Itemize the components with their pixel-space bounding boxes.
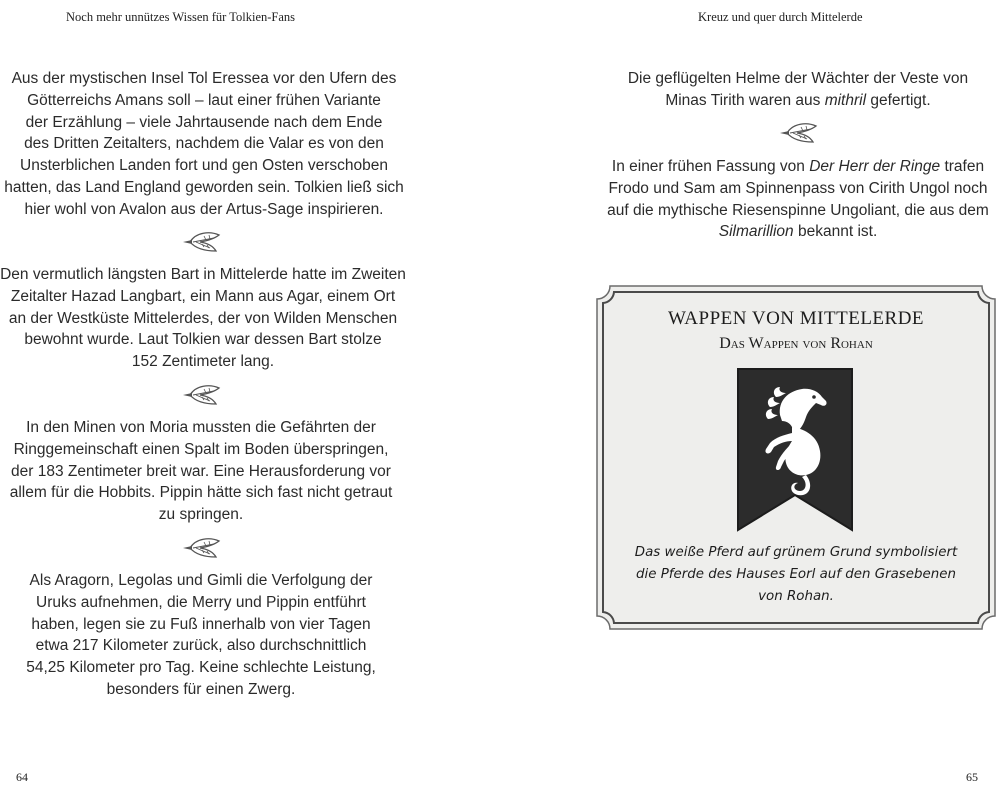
right-page xyxy=(500,0,1000,800)
feather-ornament-icon xyxy=(180,382,222,408)
left-paragraph-3: In den Minen von Moria mussten die Gefährten der Ringgemeinschaft einen Spalt im Boden überspringen, der 183 Zentimeter breit war. Eine Herausforderung vor allem für die Hobbits. Pippin hätte sich fast nicht getraut zu springen. xyxy=(9,419,393,524)
right-paragraph-1: Die geflügelten Helme der Wächter der Veste von Minas Tirith waren aus mithril gefertigt. xyxy=(627,70,969,109)
info-box-title: WAPPEN VON MITTELERDE xyxy=(667,308,925,329)
info-box-subtitle: Das Wappen von Rohan xyxy=(719,335,873,352)
left-paragraph-2: Den vermutlich längsten Bart in Mittelerde hatte im Zweiten Zeitalter Hazad Langbart, ein Mann aus Agar, einem Ort an der Westküste Mittelerdes, der von Wilden Menschen bewohnt wurde. Laut Tolkien war dessen Bart stolze 152 Zentimeter lang. xyxy=(0,266,406,371)
white-horse-banner-icon xyxy=(736,367,854,532)
right-running-header: Kreuz und quer durch Mittelerde xyxy=(698,10,863,24)
info-box xyxy=(596,285,996,630)
feather-ornament-icon xyxy=(777,120,819,146)
left-page-number: 64 xyxy=(16,770,28,784)
feather-ornament-icon xyxy=(180,535,222,561)
info-box-caption: Das weiße Pferd auf grünem Grund symbolisiert die Pferde des Hauses Eorl auf den Grasebenen von Rohan. xyxy=(634,545,958,604)
right-page-number: 65 xyxy=(966,770,978,784)
right-paragraph-2: In einer frühen Fassung von Der Herr der Ringe trafen Frodo und Sam am Spinnenpass von Cirith Ungol noch auf die mythische Riesenspinne Ungoliant, die aus dem Silmarillion bekannt ist. xyxy=(607,158,989,241)
left-paragraph-1: Aus der mystischen Insel Tol Eressea vor den Ufern des Götterreichs Amans soll – laut einer frühen Variante der Erzählung – viele Jahrtausende nach dem Ende des Dritten Zeitalters, nachdem die Valar es von den Unsterblichen Landen fort und gen Osten verschoben hatten, das Land England geworden sein. Tolkien ließ sich hier wohl von Avalon aus der Artus-Sage inspirieren. xyxy=(4,70,404,218)
feather-ornament-icon xyxy=(180,229,222,255)
left-paragraph-4: Als Aragorn, Legolas und Gimli die Verfolgung der Uruks aufnehmen, die Merry und Pippin entführt haben, legen sie zu Fuß innerhalb von vier Tagen etwa 217 Kilometer zurück, also durchschnittlich 54,25 Kilometer pro Tag. Keine schlechte Leistung, besonders für einen Zwerg. xyxy=(26,572,376,698)
left-running-header: Noch mehr unnützes Wissen für Tolkien-Fans xyxy=(66,10,296,24)
